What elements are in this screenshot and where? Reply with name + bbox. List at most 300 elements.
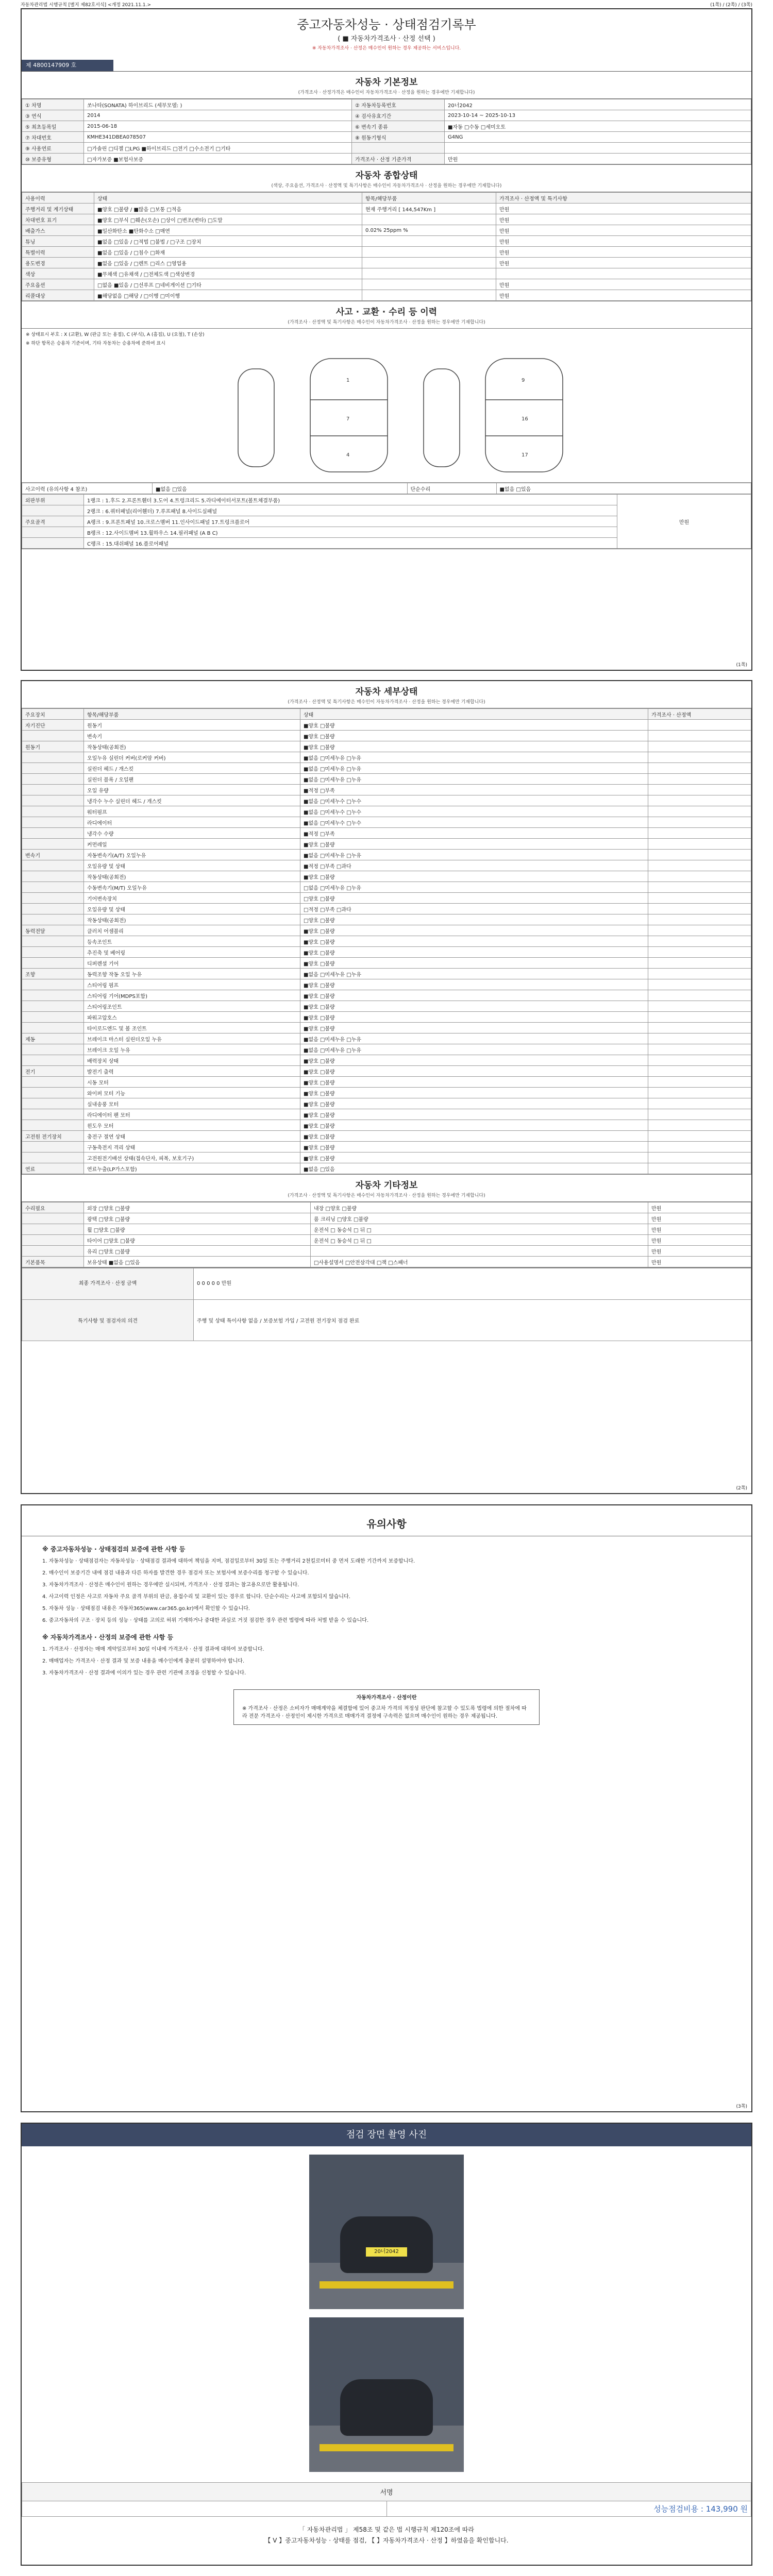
notice-paragraph: 1. 가격조사 · 산정자는 매매 계약일로부터 30일 이내에 가격조사 · 산정 결과에 대하여 보증합니다.: [42, 1647, 264, 1652]
detail-cell: [22, 1153, 84, 1163]
detail-cell: [22, 1142, 84, 1153]
detail-price: [648, 850, 751, 860]
detail-cell: 라디에이터 팬 모터: [84, 1109, 300, 1120]
detail-cell: 수동변속기(M/T) 오일누유: [84, 882, 300, 893]
detail-price: [648, 817, 751, 828]
page-2: [21, 680, 752, 1494]
field-value: ■자동 □수동 □세미오토: [445, 121, 751, 132]
special-notes-text: 주행 및 상태 특이사항 없음 / 보증보험 가입 / 고전원 전기장치 점검 완료: [194, 1300, 751, 1341]
detail-cell: 오일 유량: [84, 785, 300, 795]
detail-cell: 라디에이터: [84, 817, 300, 828]
notice-paragraph: 2. 매매업자는 가격조사 · 산정 결과 및 보증 내용을 매수인에게 충분히 설명하여야 합니다.: [42, 1658, 245, 1664]
detail-cell: ■양호 □불량: [300, 1131, 648, 1142]
other-info-row: [22, 1213, 751, 1224]
summary-row: [22, 214, 751, 225]
detail-cell: 고전원전기배선 상태(접속단자, 피복, 보호기구): [84, 1153, 300, 1163]
column-header: 사용이력: [22, 193, 94, 204]
detail-cell: □양호 □불량: [300, 893, 648, 904]
detail-price: [648, 969, 751, 979]
detail-price: [648, 1012, 751, 1023]
detail-row: [22, 1033, 751, 1044]
field-value: □가솔린 □디젤 □LPG ■하이브리드 □전기 □수소전기 □기타: [84, 143, 352, 154]
summary-row: [22, 279, 751, 290]
detail-row: [22, 936, 751, 947]
inspection-fee: 성능점검비용 : 143,990 원: [386, 2501, 751, 2517]
detail-cell: [22, 839, 84, 850]
panel-rank-table: [22, 494, 751, 549]
rank-b: B랭크 : 12.사이드멤버 13.휠하우스 14.필러패널 (A B C): [84, 527, 617, 538]
other-cell: 타이어 □양호 □불량: [84, 1235, 311, 1246]
detail-cell: ■적정 □부족 □과다: [300, 860, 648, 871]
detail-cell: 작동상태(공회전): [84, 914, 300, 925]
svg-text:7: 7: [346, 416, 350, 422]
detail-cell: 변속기: [22, 850, 84, 860]
detail-cell: [22, 904, 84, 914]
detail-cell: 냉각수 누수 실린더 헤드 / 개스킷: [84, 795, 300, 806]
photo-title: 점검 장면 촬영 사진: [22, 2124, 751, 2146]
detail-cell: 연료: [22, 1163, 84, 1174]
simple-repair-label: 단순수리: [407, 483, 496, 494]
summary-cell: 주요옵션: [22, 279, 94, 290]
detail-cell: ■없음 □있음: [300, 1163, 648, 1174]
summary-cell: 현재 주행거리 [ 144,547Km ]: [362, 204, 496, 214]
column-header: 가격조사 · 산정액 및 특기사항: [496, 193, 751, 204]
detail-cell: 조향: [22, 969, 84, 979]
detail-cell: 오일유량 및 상태: [84, 860, 300, 871]
detail-cell: 와이퍼 모터 기능: [84, 1088, 300, 1098]
detail-cell: 브레이크 오일 누유: [84, 1044, 300, 1055]
detail-cell: ■양호 □불량: [300, 839, 648, 850]
detail-cell: 오일누유 실린더 커버(로커암 커버): [84, 752, 300, 763]
section-title: 자동차 기본정보: [355, 77, 418, 88]
field-value: [445, 143, 751, 154]
detail-row: [22, 1055, 751, 1066]
detail-cell: 작동상태(공회전): [84, 871, 300, 882]
section-subtitle: (가격조사 · 산정액 및 특기사항은 매수인이 자동차가격조사 · 산정을 원하는 경우에만 기재합니다): [22, 1191, 751, 1202]
summary-cell: 만원: [496, 290, 751, 301]
summary-cell: [362, 214, 496, 225]
final-price-value: 0 0 0 0 0 만원: [194, 1268, 751, 1300]
detail-cell: ■양호 □불량: [300, 979, 648, 990]
detail-row: [22, 741, 751, 752]
detail-price: [648, 990, 751, 1001]
column-header: 상태: [94, 193, 362, 204]
detail-cell: 연료누출(LP가스포함): [84, 1163, 300, 1174]
detail-cell: 자동변속기(A/T) 오일누유: [84, 850, 300, 860]
summary-row: [22, 225, 751, 236]
other-cell: 내장 □양호 □불량: [311, 1202, 648, 1213]
detail-price: [648, 1088, 751, 1098]
field-value: 2014: [84, 110, 352, 121]
detail-cell: [22, 1109, 84, 1120]
column-header: 항목/해당부품: [362, 193, 496, 204]
field-label: ④ 검사유효기간: [352, 110, 445, 121]
detail-row: [22, 1153, 751, 1163]
notice-title: 유의사항: [22, 1505, 751, 1536]
svg-text:1: 1: [346, 378, 350, 383]
detail-cell: ■없음 □미세누유 □누유: [300, 1033, 648, 1044]
other-cell: 만원: [648, 1213, 751, 1224]
detail-cell: ■양호 □불량: [300, 925, 648, 936]
page-1: [21, 8, 752, 671]
field-value: G4NG: [445, 132, 751, 143]
detail-cell: [22, 882, 84, 893]
other-info-row: [22, 1224, 751, 1235]
detail-cell: 실린더 헤드 / 개스킷: [84, 763, 300, 774]
summary-cell: 만원: [496, 279, 751, 290]
detail-cell: ■양호 □불량: [300, 1120, 648, 1131]
detail-cell: 동력조향 작동 오일 누유: [84, 969, 300, 979]
photo-area: [22, 2146, 751, 2472]
detail-row: [22, 871, 751, 882]
field-label: 가격조사 · 산정 기준가격: [352, 154, 445, 164]
detail-cell: 원동기: [22, 741, 84, 752]
detail-price: [648, 936, 751, 947]
detail-cell: 스티어링 기어(MDPS포함): [84, 990, 300, 1001]
detail-price: [648, 893, 751, 904]
basic-info-row: [22, 132, 751, 143]
field-label: ① 차명: [22, 99, 84, 110]
basic-info-row: [22, 143, 751, 154]
detail-cell: [22, 1120, 84, 1131]
detail-cell: 자기진단: [22, 720, 84, 731]
summary-cell: 만원: [496, 214, 751, 225]
svg-text:9: 9: [522, 378, 525, 383]
law-text-2: 【 V 】중고자동차성능 · 상태를 점검, 【 】자동차가격조사 · 산정 】하였음을 확인합니다.: [264, 2537, 509, 2544]
detail-price: [648, 871, 751, 882]
basic-info-row: [22, 154, 751, 164]
detail-cell: [22, 731, 84, 741]
detail-cell: [22, 1001, 84, 1012]
detail-price: [648, 795, 751, 806]
detail-row: [22, 817, 751, 828]
other-cell: 만원: [648, 1257, 751, 1267]
detail-row: [22, 1142, 751, 1153]
field-value: □자가보증 ■보험사보증: [84, 154, 352, 164]
field-label: ⑧ 원동기형식: [352, 132, 445, 143]
other-cell: [22, 1246, 84, 1257]
signature-table: [22, 2482, 751, 2517]
summary-row: [22, 204, 751, 214]
outer-panel-label: 외판부위: [22, 495, 84, 505]
detail-cell: [22, 936, 84, 947]
detail-cell: ■없음 □미세누유 □누유: [300, 752, 648, 763]
page-count: (1쪽) / (2쪽) / (3쪽): [710, 3, 752, 8]
document-title: 중고자동차성능 · 상태점검기록부: [297, 18, 476, 32]
column-header: 항목/해당부품: [84, 709, 300, 720]
other-cell: 만원: [648, 1202, 751, 1213]
other-cell: □사용설명서 □안전삼각대 □잭 □스패너: [311, 1257, 648, 1267]
basic-info-section: [22, 72, 751, 165]
other-cell: [311, 1246, 648, 1257]
detail-price: [648, 904, 751, 914]
detail-price: [648, 1120, 751, 1131]
summary-table: [22, 192, 751, 301]
detail-cell: [22, 871, 84, 882]
page-4: [21, 2123, 752, 2566]
summary-row: [22, 236, 751, 247]
detail-row: [22, 947, 751, 958]
vehicle-diagram: [22, 348, 751, 483]
summary-cell: 튜닝: [22, 236, 94, 247]
other-info-section: [22, 1175, 751, 1268]
detail-cell: □없음 □미세누유 □누유: [300, 882, 648, 893]
detail-price: [648, 979, 751, 990]
detail-cell: 타이로드엔드 및 볼 조인트: [84, 1023, 300, 1033]
detail-cell: [22, 795, 84, 806]
detail-price: [648, 1163, 751, 1174]
basic-info-row: [22, 99, 751, 110]
detail-cell: 오일유량 및 상태: [84, 904, 300, 914]
field-label: ⑦ 차대번호: [22, 132, 84, 143]
detail-row: [22, 979, 751, 990]
detail-cell: ■없음 □미세누수 □누수: [300, 795, 648, 806]
summary-cell: 만원: [496, 258, 751, 268]
detail-cell: 스티어링 펌프: [84, 979, 300, 990]
other-info-row: [22, 1235, 751, 1246]
detail-cell: 클러치 어셈블리: [84, 925, 300, 936]
detail-cell: [22, 752, 84, 763]
price-notice-box: [233, 1689, 540, 1725]
detail-cell: □적정 □부족 □과다: [300, 904, 648, 914]
other-cell: 수리필요: [22, 1202, 84, 1213]
detail-cell: 스티어링조인트: [84, 1001, 300, 1012]
field-value: 20너2042: [445, 99, 751, 110]
detail-row: [22, 850, 751, 860]
other-cell: 광택 □양호 □불량: [84, 1213, 311, 1224]
field-label: ⑥ 변속기 종류: [352, 121, 445, 132]
summary-cell: ■없음 □있음 / □적법 □불법 / □구조 □장치: [94, 236, 362, 247]
detail-price: [648, 763, 751, 774]
detail-row: [22, 958, 751, 969]
accident-section: [22, 301, 751, 549]
other-info-row: [22, 1257, 751, 1267]
detail-cell: ■양호 □불량: [300, 1088, 648, 1098]
detail-cell: [22, 1044, 84, 1055]
detail-cell: 실린더 블록 / 오일팬: [84, 774, 300, 785]
notice-heading-1: ※ 중고자동차성능 · 상태점검의 보증에 관한 사항 등: [42, 1546, 186, 1553]
svg-text:4: 4: [346, 452, 350, 458]
detail-cell: ■양호 □불량: [300, 1142, 648, 1153]
detail-price: [648, 1033, 751, 1044]
detail-row: [22, 1131, 751, 1142]
field-label: ⑨ 사용연료: [22, 143, 84, 154]
summary-cell: 만원: [496, 247, 751, 258]
summary-cell: [362, 236, 496, 247]
summary-section: [22, 165, 751, 301]
other-info-row: [22, 1202, 751, 1213]
detail-cell: ■양호 □불량: [300, 958, 648, 969]
detail-cell: ■없음 □미세누유 □누유: [300, 763, 648, 774]
page-footer: (3쪽): [736, 2104, 747, 2109]
detail-row: [22, 969, 751, 979]
other-cell: 보유상태 ■없음 □있음: [84, 1257, 311, 1267]
summary-cell: [362, 279, 496, 290]
detail-cell: [22, 979, 84, 990]
detail-cell: [22, 1055, 84, 1066]
other-cell: 유리 □양호 □불량: [84, 1246, 311, 1257]
detail-cell: [22, 1023, 84, 1033]
detail-cell: 실내송풍 모터: [84, 1098, 300, 1109]
detail-cell: 충전구 절연 상태: [84, 1131, 300, 1142]
detail-price: [648, 947, 751, 958]
detail-cell: 냉각수 수량: [84, 828, 300, 839]
notice-paragraph: 5. 자동차 성능 · 상태점검 내용은 자동차365(www.car365.go.kr)에서 확인할 수 있습니다.: [42, 1606, 250, 1612]
column-header: 가격조사 · 산정액: [648, 709, 751, 720]
detail-cell: ■없음 □미세누유 □누유: [300, 969, 648, 979]
section-subtitle: (가격조사 · 산정액 및 특기사항은 매수인이 자동차가격조사 · 산정을 원하는 경우에만 기재합니다): [22, 317, 751, 329]
detail-price: [648, 839, 751, 850]
field-label: ⑩ 보증유형: [22, 154, 84, 164]
detail-cell: 시동 모터: [84, 1077, 300, 1088]
detail-cell: 작동상태(공회전): [84, 741, 300, 752]
basic-info-row: [22, 121, 751, 132]
final-price-table: [22, 1268, 751, 1341]
detail-cell: 발전기 출력: [84, 1066, 300, 1077]
detail-row: [22, 1120, 751, 1131]
detail-section: [22, 681, 751, 1175]
detail-cell: ■양호 □불량: [300, 990, 648, 1001]
detail-cell: [22, 914, 84, 925]
law-text: 「 자동차관리법 」 제58조 및 같은 법 시행규칙 제120조에 따라: [299, 2526, 474, 2533]
notice-paragraph: 4. 사고이력 인정은 사고로 자동차 주요 골격 부위의 판금, 용접수리 및 교환이 있는 경우로 합니다. 단순수리는 사고에 포함되지 않습니다.: [42, 1594, 350, 1600]
detail-cell: ■양호 □불량: [300, 1109, 648, 1120]
inspection-photo-front: [309, 2155, 464, 2309]
other-info-row: [22, 1246, 751, 1257]
detail-price: [648, 720, 751, 731]
detail-row: [22, 1012, 751, 1023]
section-subtitle: (가격조사 · 산정가격은 매수인이 자동차가격조사 · 산정을 원하는 경우에만 기재합니다): [22, 88, 751, 99]
detail-cell: [22, 893, 84, 904]
field-label: [352, 143, 445, 154]
summary-cell: 만원: [496, 225, 751, 236]
field-value: 만원: [445, 154, 751, 164]
detail-row: [22, 893, 751, 904]
summary-cell: 특별이력: [22, 247, 94, 258]
notice-paragraph: 6. 중고자동차의 구조 · 장치 등의 성능 · 상태를 고의로 허위 기재하거나 중대한 과실로 거짓 점검한 경우 관련 법령에 따라 처벌 받을 수 있습니다.: [42, 1618, 369, 1623]
other-cell: 만원: [648, 1235, 751, 1246]
detail-cell: 추진축 및 베어링: [84, 947, 300, 958]
detail-price: [648, 752, 751, 763]
detail-price: [648, 731, 751, 741]
field-value: 쏘나타(SONATA) 하이브리드 (세부모델: ): [84, 99, 352, 110]
summary-cell: 만원: [496, 236, 751, 247]
page-footer: (1쪽): [736, 663, 747, 668]
summary-cell: ■없음 □있음 / □렌트 □리스 □영업용: [94, 258, 362, 268]
detail-cell: ■양호 □불량: [300, 1023, 648, 1033]
detail-row: [22, 752, 751, 763]
detail-price: [648, 925, 751, 936]
detail-row: [22, 1077, 751, 1088]
field-value: 2015-06-18: [84, 121, 352, 132]
detail-price: [648, 1023, 751, 1033]
other-cell: [22, 1224, 84, 1235]
summary-cell: 0.02% 25ppm %: [362, 225, 496, 236]
field-label: ② 자동차등록번호: [352, 99, 445, 110]
accident-history-value: ■없음 □있음: [153, 483, 408, 494]
accident-legend-2: ※ 하단 항목은 승용차 기준이며, 기타 자동차는 승용차에 준하여 표시: [26, 341, 165, 346]
detail-cell: 디퍼렌셜 기어: [84, 958, 300, 969]
summary-cell: [362, 258, 496, 268]
detail-cell: [22, 958, 84, 969]
section-title: 자동차 세부상태: [355, 687, 418, 697]
summary-row: [22, 247, 751, 258]
detail-cell: 등속조인트: [84, 936, 300, 947]
detail-cell: ■적정 □부족: [300, 828, 648, 839]
detail-price: [648, 914, 751, 925]
detail-row: [22, 860, 751, 871]
detail-cell: 배력장치 상태: [84, 1055, 300, 1066]
summary-cell: ■양호 □부식 □훼손(오손) □상이 □변조(변타) □도말: [94, 214, 362, 225]
detail-price: [648, 785, 751, 795]
detail-price: [648, 1142, 751, 1153]
detail-row: [22, 1001, 751, 1012]
notice-paragraph: 3. 자동차가격조사 · 산정 결과에 이의가 있는 경우 관련 기관에 조정을 신청할 수 있습니다.: [42, 1670, 246, 1676]
other-cell: 기본품목: [22, 1257, 84, 1267]
summary-cell: [362, 290, 496, 301]
field-label: ③ 연식: [22, 110, 84, 121]
detail-cell: ■양호 □불량: [300, 1066, 648, 1077]
other-cell: [22, 1235, 84, 1246]
field-value: 2023-10-14 ~ 2025-10-13: [445, 110, 751, 121]
section-title: 사고 · 교환 · 수리 등 이력: [335, 307, 438, 317]
detail-cell: [22, 1088, 84, 1098]
detail-price: [648, 1153, 751, 1163]
detail-cell: 기어변속장치: [84, 893, 300, 904]
detail-row: [22, 720, 751, 731]
summary-cell: 리콜대상: [22, 290, 94, 301]
detail-cell: 변속기: [84, 731, 300, 741]
detail-cell: [22, 1012, 84, 1023]
detail-price: [648, 1131, 751, 1142]
document-header: [22, 9, 751, 72]
summary-cell: 차대번호 표기: [22, 214, 94, 225]
car-outline-diagram: [22, 348, 751, 482]
detail-price: [648, 1055, 751, 1066]
summary-cell: 배출가스: [22, 225, 94, 236]
detail-cell: ■양호 □불량: [300, 1055, 648, 1066]
detail-row: [22, 1044, 751, 1055]
summary-cell: 색상: [22, 268, 94, 279]
summary-cell: ■양호 □불량 / ■많음 □보통 □적음: [94, 204, 362, 214]
notice-heading-2: ※ 자동차가격조사 · 산정의 보증에 관한 사항 등: [42, 1634, 174, 1641]
detail-price: [648, 882, 751, 893]
other-cell: 휠 □양호 □불량: [84, 1224, 311, 1235]
summary-cell: □없음 ■있음 / □선루프 □네비게이션 □기타: [94, 279, 362, 290]
other-cell: 운전석 □ 동승석 □ 뒤 □: [311, 1235, 648, 1246]
detail-price: [648, 741, 751, 752]
form-reference: 자동차관리법 시행규칙 [별지 제82호서식] <개정 2021.11.1.>: [21, 3, 152, 8]
field-label: ⑤ 최초등록일: [22, 121, 84, 132]
detail-row: [22, 1066, 751, 1077]
simple-repair-value: ■없음 □있음: [496, 483, 751, 494]
document-subtitle: ( ■ 자동차가격조사 · 산정 선택 ): [338, 35, 435, 43]
detail-cell: ■양호 □불량: [300, 720, 648, 731]
detail-cell: ■양호 □불량: [300, 1098, 648, 1109]
section-title: 자동차 기타정보: [355, 1180, 418, 1191]
detail-row: [22, 839, 751, 850]
detail-cell: 구동축전지 격리 상태: [84, 1142, 300, 1153]
section-subtitle: (색상, 주요옵션, 가격조사 · 산정액 및 특기사항은 매수인이 자동차가격조사 · 산정을 원하는 경우에만 기재합니다): [22, 181, 751, 192]
detail-cell: [22, 763, 84, 774]
price-notice-text: ※ 가격조사 · 산정은 소비자가 매매계약을 체결함에 있어 중고차 가격의 적정성 판단에 참고할 수 있도록 법령에 의한 절차에 따라 전문 가격조사 · 산정인이 제시한 가격으로 매매가격 결정에 구속력은 없으며 매수인이 원하는 경우 제공됩니다.: [242, 1706, 527, 1719]
other-cell: 외장 □양호 □불량: [84, 1202, 311, 1213]
detail-row: [22, 1109, 751, 1120]
detail-cell: 윈도우 모터: [84, 1120, 300, 1131]
detail-cell: 고전원 전기장치: [22, 1131, 84, 1142]
detail-row: [22, 1098, 751, 1109]
detail-price: [648, 958, 751, 969]
